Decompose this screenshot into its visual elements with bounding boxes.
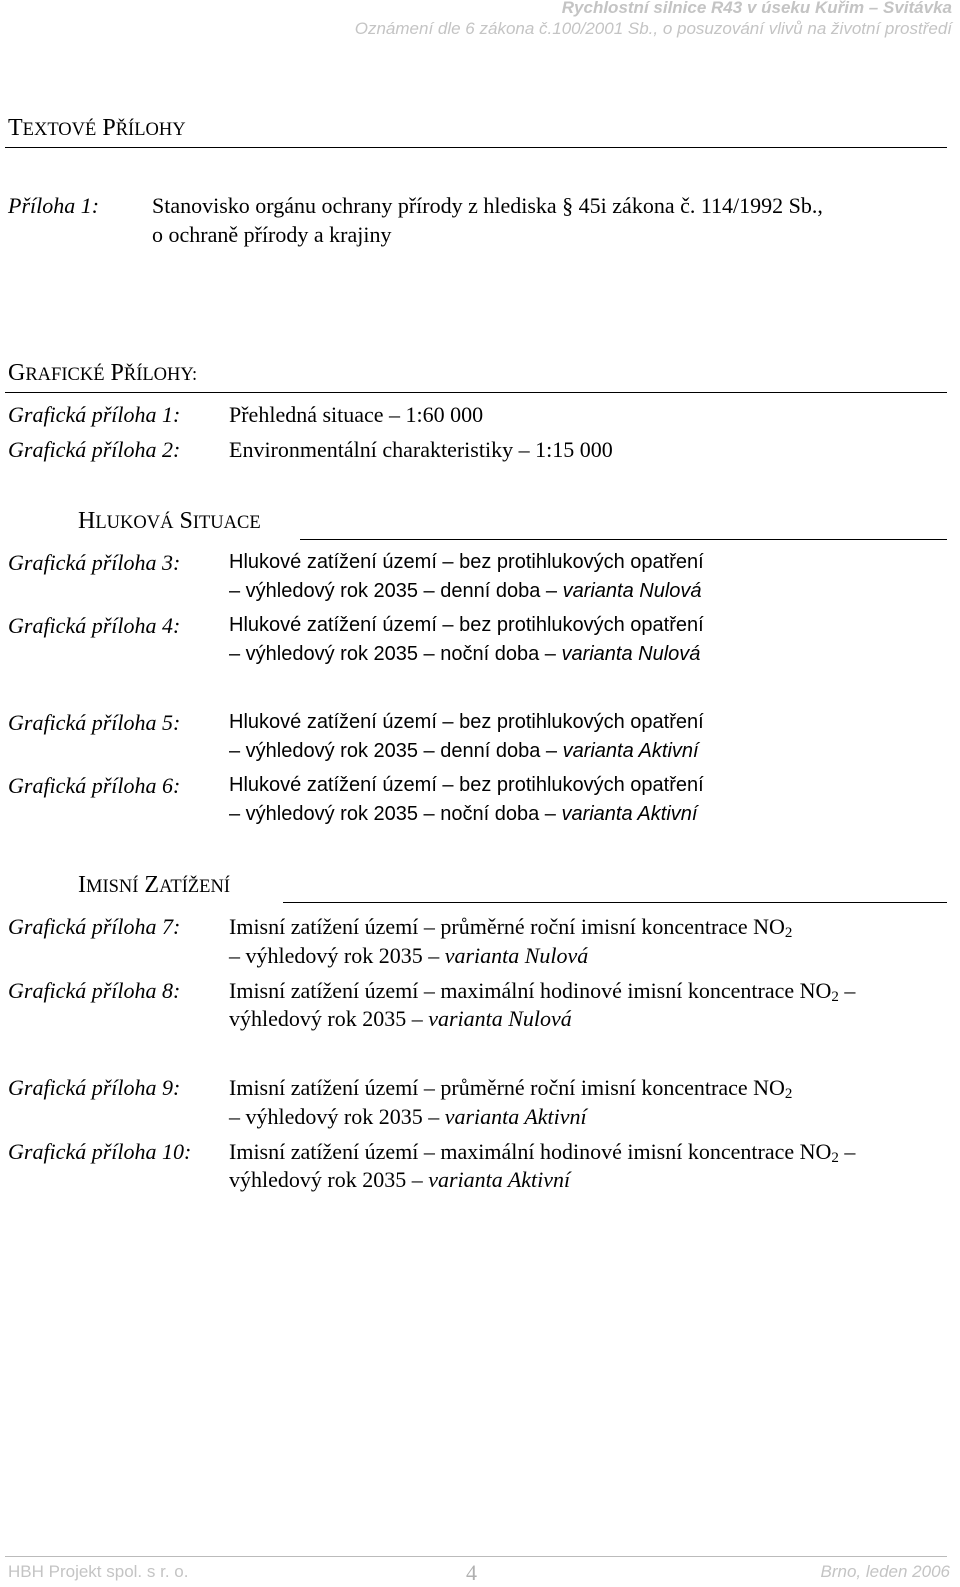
- footer-company: HBH Projekt spol. s r. o.: [8, 1562, 189, 1581]
- graficka-priloha-8-label: Grafická příloha 8:: [8, 978, 181, 1003]
- variant-label: varianta Aktivní: [562, 740, 699, 762]
- header-subtitle: Oznámení dle 6 zákona č.100/2001 Sb., o posuzování vlivů na životní prostředí: [354, 19, 952, 38]
- graficka-priloha-6-line1: Hlukové zatížení území – bez protihlukových opatření: [229, 774, 704, 796]
- graficke-heading: GRAFICKÉ PŘÍLOHY:: [8, 360, 198, 386]
- footer-divider: [5, 1556, 947, 1557]
- graficka-priloha-9-line1: Imisní zatížení území – průměrné roční imisní koncentrace $NO_2$: [229, 1075, 793, 1102]
- priloha-1-label: Příloha 1:: [8, 193, 100, 218]
- footer-date: Brno, leden 2006: [820, 1562, 950, 1581]
- graficka-priloha-5-line2: – výhledový rok 2035 – denní doba – varianta Aktivní: [229, 740, 699, 762]
- priloha-1-line2: o ochraně přírody a krajiny: [152, 222, 392, 247]
- imise-heading: IMISNÍ ZATÍŽENÍ: [78, 872, 230, 898]
- imise-divider: [283, 902, 947, 903]
- graficka-priloha-4-line1: Hlukové zatížení území – bez protihlukových opatření: [229, 614, 704, 636]
- graficka-priloha-5-label: Grafická příloha 5:: [8, 710, 181, 735]
- graficka-priloha-4-label: Grafická příloha 4:: [8, 613, 181, 638]
- graficka-priloha-7-line1: Imisní zatížení území – průměrné roční imisní koncentrace $NO_2$: [229, 914, 793, 941]
- variant-label: varianta Aktivní: [428, 1167, 571, 1192]
- textove-heading: TEXTOVÉ PŘÍLOHY: [8, 115, 186, 141]
- variant-label: varianta Aktivní: [561, 803, 698, 825]
- graficka-priloha-7-line2: – výhledový rok 2035 – varianta Nulová: [229, 943, 589, 968]
- graficka-priloha-1-text: Přehledná situace – 1:60 000: [229, 402, 484, 427]
- variant-label: varianta Nulová: [428, 1006, 572, 1031]
- subscript: 2: [831, 1150, 839, 1166]
- graficka-priloha-3-line2: – výhledový rok 2035 – denní doba – varianta Nulová: [229, 580, 702, 602]
- variant-label: varianta Aktivní: [444, 1104, 587, 1129]
- graficka-priloha-6-label: Grafická příloha 6:: [8, 773, 181, 798]
- graficka-priloha-9-label: Grafická příloha 9:: [8, 1075, 181, 1100]
- graficka-priloha-3-line1: Hlukové zatížení území – bez protihlukových opatření: [229, 551, 704, 573]
- graficka-priloha-8-line2: výhledový rok 2035 – varianta Nulová: [229, 1006, 572, 1031]
- graficka-priloha-2-text: Environmentální charakteristiky – 1:15 000: [229, 437, 613, 462]
- variant-label: varianta Nulová: [562, 580, 702, 602]
- graficka-priloha-9-line2: – výhledový rok 2035 – varianta Aktivní: [229, 1104, 587, 1129]
- priloha-1-line1: Stanovisko orgánu ochrany přírody z hlediska § 45i zákona č. 114/1992 Sb.,: [152, 193, 823, 218]
- subscript: 2: [831, 989, 839, 1005]
- textove-divider: [5, 147, 947, 148]
- graficka-priloha-8-line1: Imisní zatížení území – maximální hodinové imisní koncentrace $NO_2$ –: [229, 978, 856, 1005]
- page-number: 4: [466, 1560, 477, 1585]
- graficka-priloha-5-line1: Hlukové zatížení území – bez protihlukových opatření: [229, 711, 704, 733]
- graficka-priloha-7-label: Grafická příloha 7:: [8, 914, 181, 939]
- graficka-priloha-10-line1: Imisní zatížení území – maximální hodinové imisní koncentrace $NO_2$ –: [229, 1139, 856, 1166]
- subscript: 2: [784, 925, 793, 941]
- graficka-priloha-10-label: Grafická příloha 10:: [8, 1139, 192, 1164]
- hluk-divider: [300, 539, 947, 540]
- subscript: 2: [784, 1086, 793, 1102]
- graficka-priloha-4-line2: – výhledový rok 2035 – noční doba – varianta Nulová: [229, 643, 701, 665]
- variant-label: varianta Nulová: [444, 943, 589, 968]
- graficka-priloha-2-label: Grafická příloha 2:: [8, 437, 181, 462]
- graficka-priloha-3-label: Grafická příloha 3:: [8, 550, 181, 575]
- graficka-priloha-1-label: Grafická příloha 1:: [8, 402, 181, 427]
- header-title: Rychlostní silnice R43 v úseku Kuřim – Svitávka: [561, 0, 952, 17]
- graficke-divider: [5, 392, 947, 393]
- hluk-heading: HLUKOVÁ SITUACE: [78, 508, 261, 534]
- graficka-priloha-6-line2: – výhledový rok 2035 – noční doba – varianta Aktivní: [229, 803, 698, 825]
- graficka-priloha-10-line2: výhledový rok 2035 – varianta Aktivní: [229, 1167, 571, 1192]
- variant-label: varianta Nulová: [561, 643, 701, 665]
